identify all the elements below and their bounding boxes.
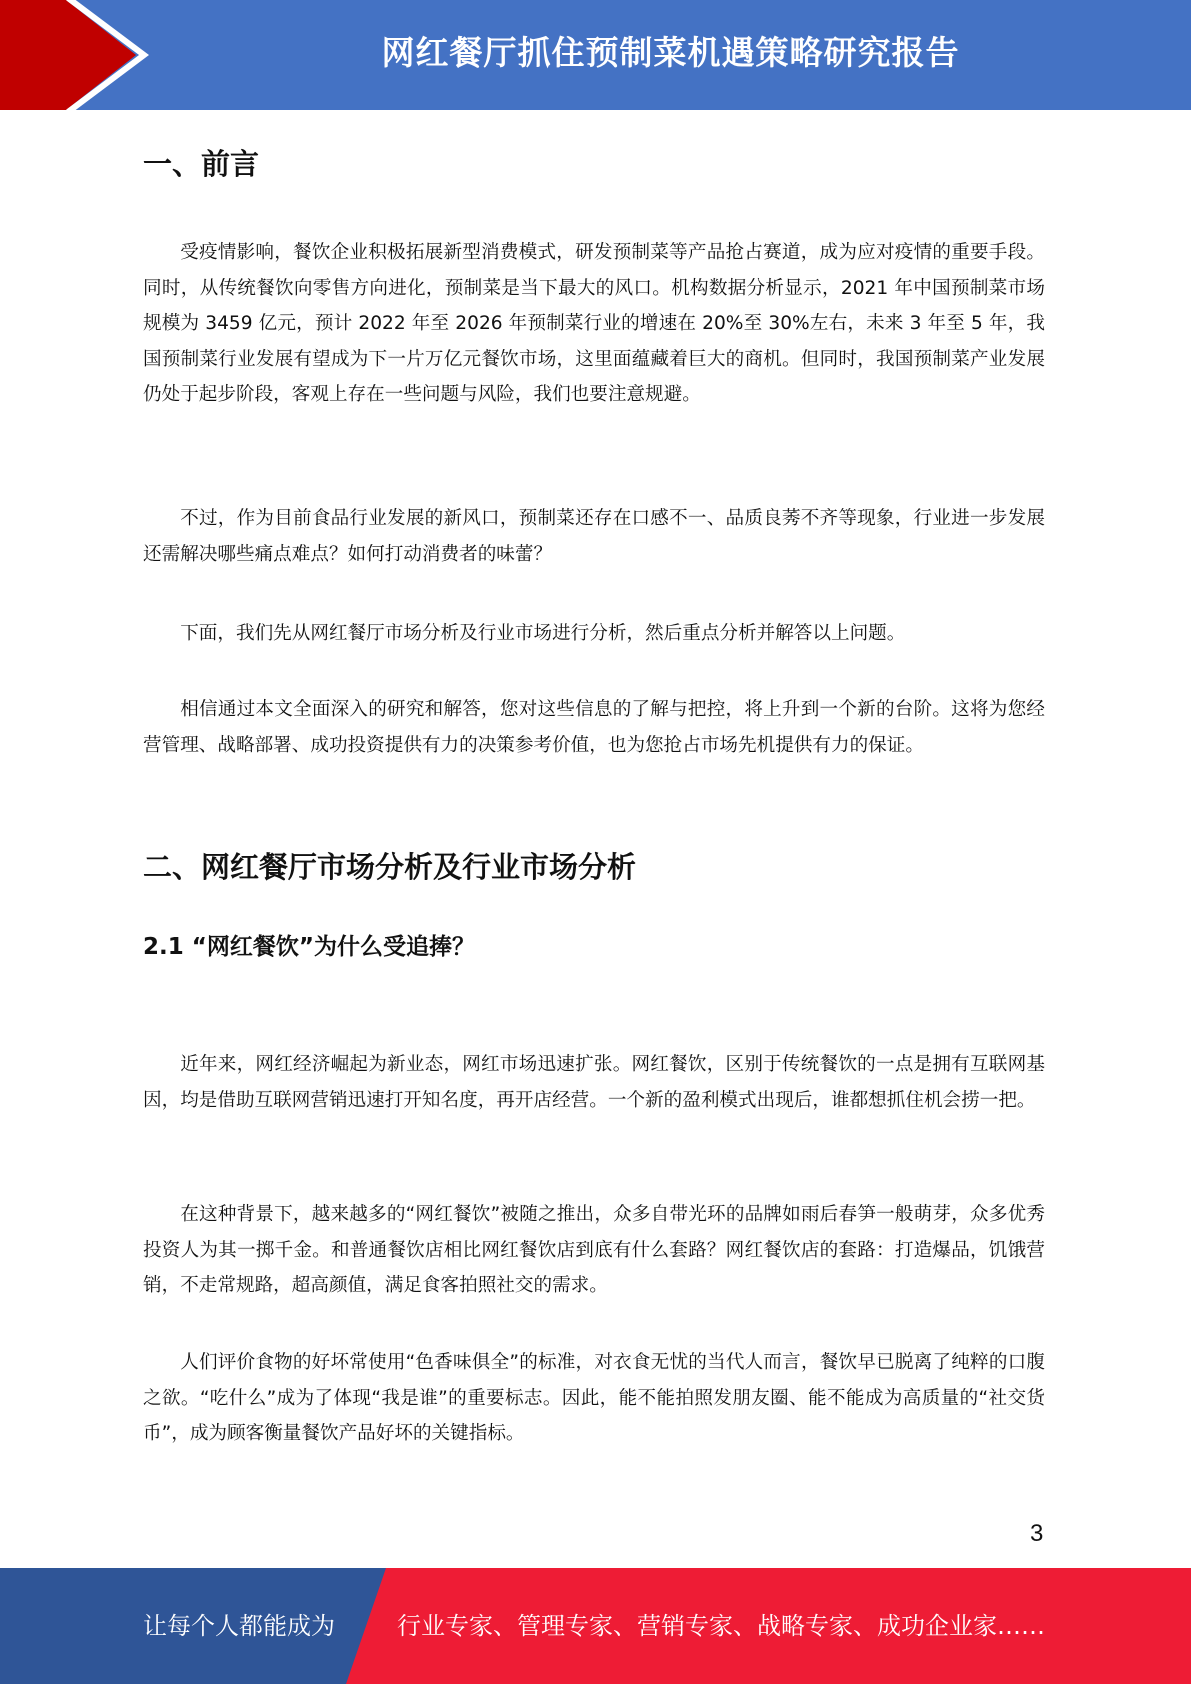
paragraph: 人们评价食物的好坏常使用“色香味俱全”的标准，对衣食无忧的当代人而言，餐饮早已脱离了纯粹的口腹之欲。“吃什么”成为了体现“我是谁”的重要标志。因此，能不能拍照发朋友圈、能不能成为高质量的“社交货币”，成为顾客衡量餐饮产品好坏的关键指标。 bbox=[143, 1352, 1045, 1444]
paragraph: 受疫情影响，餐饮企业积极拓展新型消费模式，研发预制菜等产品抢占赛道，成为应对疫情的重要手段。同时，从传统餐饮向零售方向进化，预制菜是当下最大的风口。机构数据分析显示，2021 年中国预制菜市场规模为 3459 亿元，预计 2022 年至 2026 年预制菜行业的增速在 20%至 30%左右，未来 3 年至 5 年，我国预制菜行业发展有望成为下一片万亿元餐饮市场，这里面蕴藏着巨大的商机。但同时，我国预制菜产业发展仍处于起步阶段，客观上存在一些问题与风险，我们也要注意规避。 bbox=[143, 242, 1045, 405]
subsection-heading: 2.1 “网红餐饮”为什么受追捧？ bbox=[143, 934, 475, 960]
footer-slogan-left: 让每个人都能成为 bbox=[143, 1612, 335, 1640]
paragraph: 近年来，网红经济崛起为新业态，网红市场迅速扩张。网红餐饮，区别于传统餐饮的一点是拥有互联网基因，均是借助互联网营销迅速打开知名度，再开店经营。一个新的盈利模式出现后，谁都想抓住机会捞一把。 bbox=[143, 1054, 1045, 1111]
paragraph: 在这种背景下，越来越多的“网红餐饮”被随之推出，众多自带光环的品牌如雨后春笋一般萌芽，众多优秀投资人为其一掷千金。和普通餐饮店相比网红餐饮店到底有什么套路？网红餐饮店的套路：打造爆品，饥饿营销，不走常规路，超高颜值，满足食客拍照社交的需求。 bbox=[143, 1204, 1045, 1296]
section-heading-market: 二、网红餐厅市场分析及行业市场分析 bbox=[143, 850, 637, 884]
page-footer bbox=[0, 1568, 1191, 1684]
footer-slogan-right: 行业专家、管理专家、营销专家、战略专家、成功企业家…… bbox=[397, 1612, 1045, 1640]
page-number: 3 bbox=[1030, 1520, 1044, 1547]
page-header bbox=[0, 0, 1191, 110]
report-title: 网红餐厅抓住预制菜机遇策略研究报告 bbox=[381, 33, 960, 72]
section-heading-preface: 一、前言 bbox=[143, 147, 260, 181]
paragraph: 下面，我们先从网红餐厅市场分析及行业市场进行分析，然后重点分析并解答以上问题。 bbox=[180, 623, 906, 644]
paragraph: 相信通过本文全面深入的研究和解答，您对这些信息的了解与把控，将上升到一个新的台阶。这将为您经营管理、战略部署、成功投资提供有力的决策参考价值，也为您抢占市场先机提供有力的保证。 bbox=[143, 699, 1045, 756]
paragraph: 不过，作为目前食品行业发展的新风口，预制菜还存在口感不一、品质良莠不齐等现象，行业进一步发展还需解决哪些痛点难点？如何打动消费者的味蕾？ bbox=[143, 508, 1045, 565]
